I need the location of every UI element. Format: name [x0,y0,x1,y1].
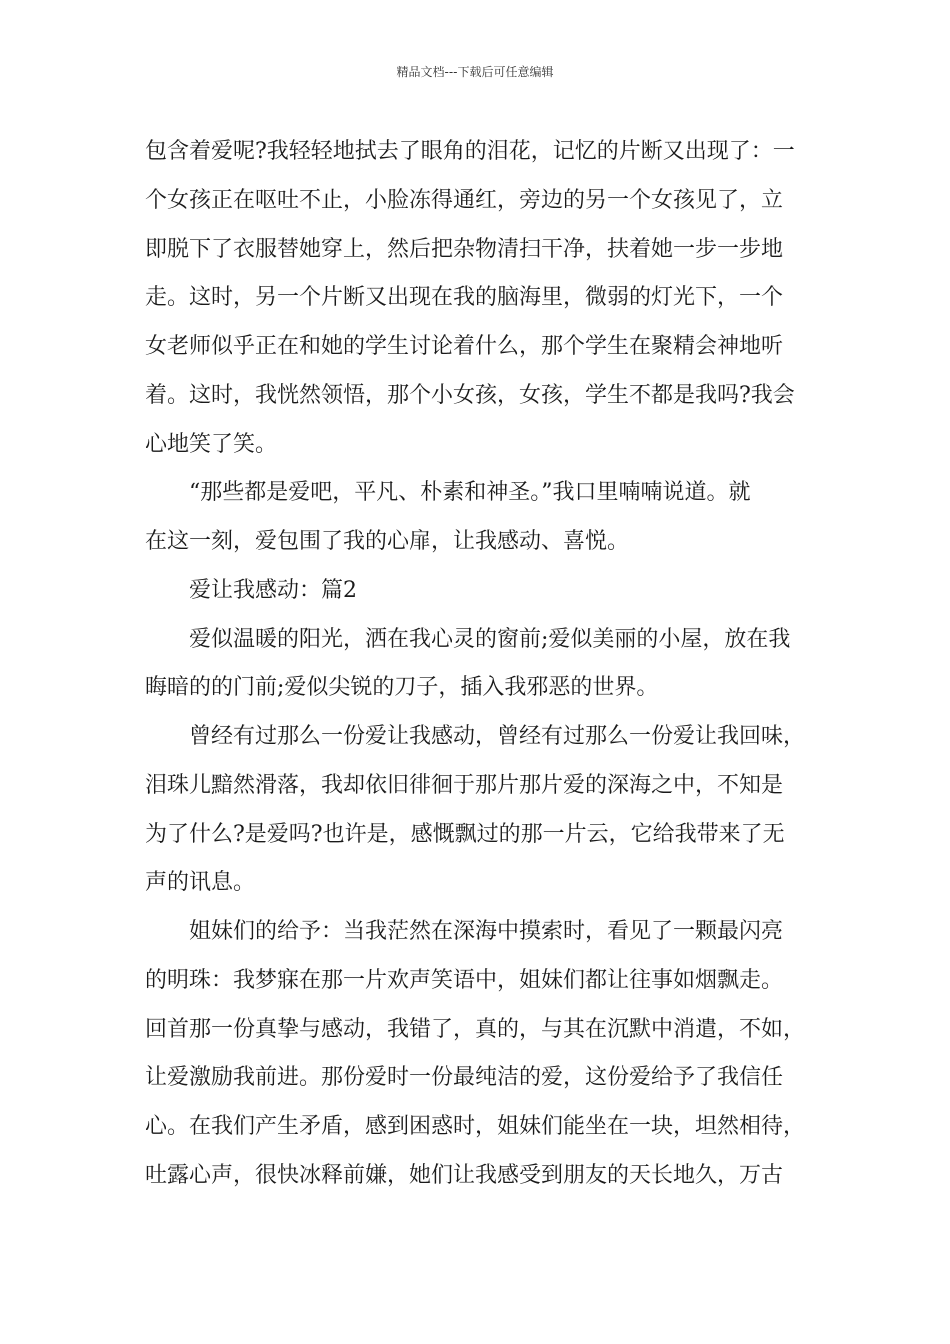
text-line: 走。这时，另一个片断又出现在我的脑海里，微弱的灯光下，一个 [145,285,784,311]
text-line: 着。这时，我恍然领悟，那个小女孩，女孩，学生不都是我吗?我会 [145,382,795,408]
text-line: 晦暗的的门前;爱似尖锐的刀子，插入我邪恶的世界。 [145,675,659,701]
text-line: 让爱激励我前进。那份爱时一份最纯洁的爱，这份爱给予了我信任 [145,1065,784,1091]
text-line: 个女孩正在呕吐不止，小脸冻得通红，旁边的另一个女孩见了，立 [145,187,784,213]
text-line: 包含着爱呢?我轻轻地拭去了眼角的泪花，记忆的片断又出现了：一 [145,139,795,164]
page-header: 精品文档---下载后可任意编辑 [396,65,554,79]
text-line: 的明珠：我梦寐在那一片欢声笑语中，姐妹们都让往事如烟飘走。 [145,967,784,993]
section-heading: 爱让我感动：篇2 [189,577,357,603]
text-line: 心地笑了笑。 [145,431,278,457]
text-line: 心。在我们产生矛盾，感到困惑时，姐妹们能坐在一块，坦然相待， [145,1114,806,1139]
text-line: 回首那一份真挚与感动，我错了，真的，与其在沉默中消遣，不如， [145,1016,806,1042]
document-body [145,128,825,1201]
text-line: “那些都是爱吧，平凡、朴素和神圣。”我口里喃喃说道。就 [189,480,751,506]
text-line: 在这一刻，爱包围了我的心扉，让我感动、喜悦。 [145,529,630,554]
text-line: 为了什么?是爱吗?也许是，感慨飘过的那一片云，它给我带来了无 [145,821,785,847]
text-line: 女老师似乎正在和她的学生讨论着什么，那个学生在聚精会神地听 [145,334,784,359]
text-line: 爱似温暖的阳光，洒在我心灵的窗前;爱似美丽的小屋，放在我 [189,626,791,652]
text-line: 泪珠儿黯然滑落，我却依旧徘徊于那片那片爱的深海之中，不知是 [145,772,784,798]
text-line: 即脱下了衣服替她穿上，然后把杂物清扫干净，扶着她一步一步地 [145,236,784,262]
text-line: 声的讯息。 [145,870,256,896]
text-line: 姐妹们的给予：当我茫然在深海中摸索时，看见了一颗最闪亮 [189,919,784,944]
text-line: 吐露心声，很快冰释前嫌，她们让我感受到朋友的天长地久，万古 [145,1162,784,1188]
text-line: 曾经有过那么一份爱让我感动，曾经有过那么一份爱让我回味， [189,724,806,749]
